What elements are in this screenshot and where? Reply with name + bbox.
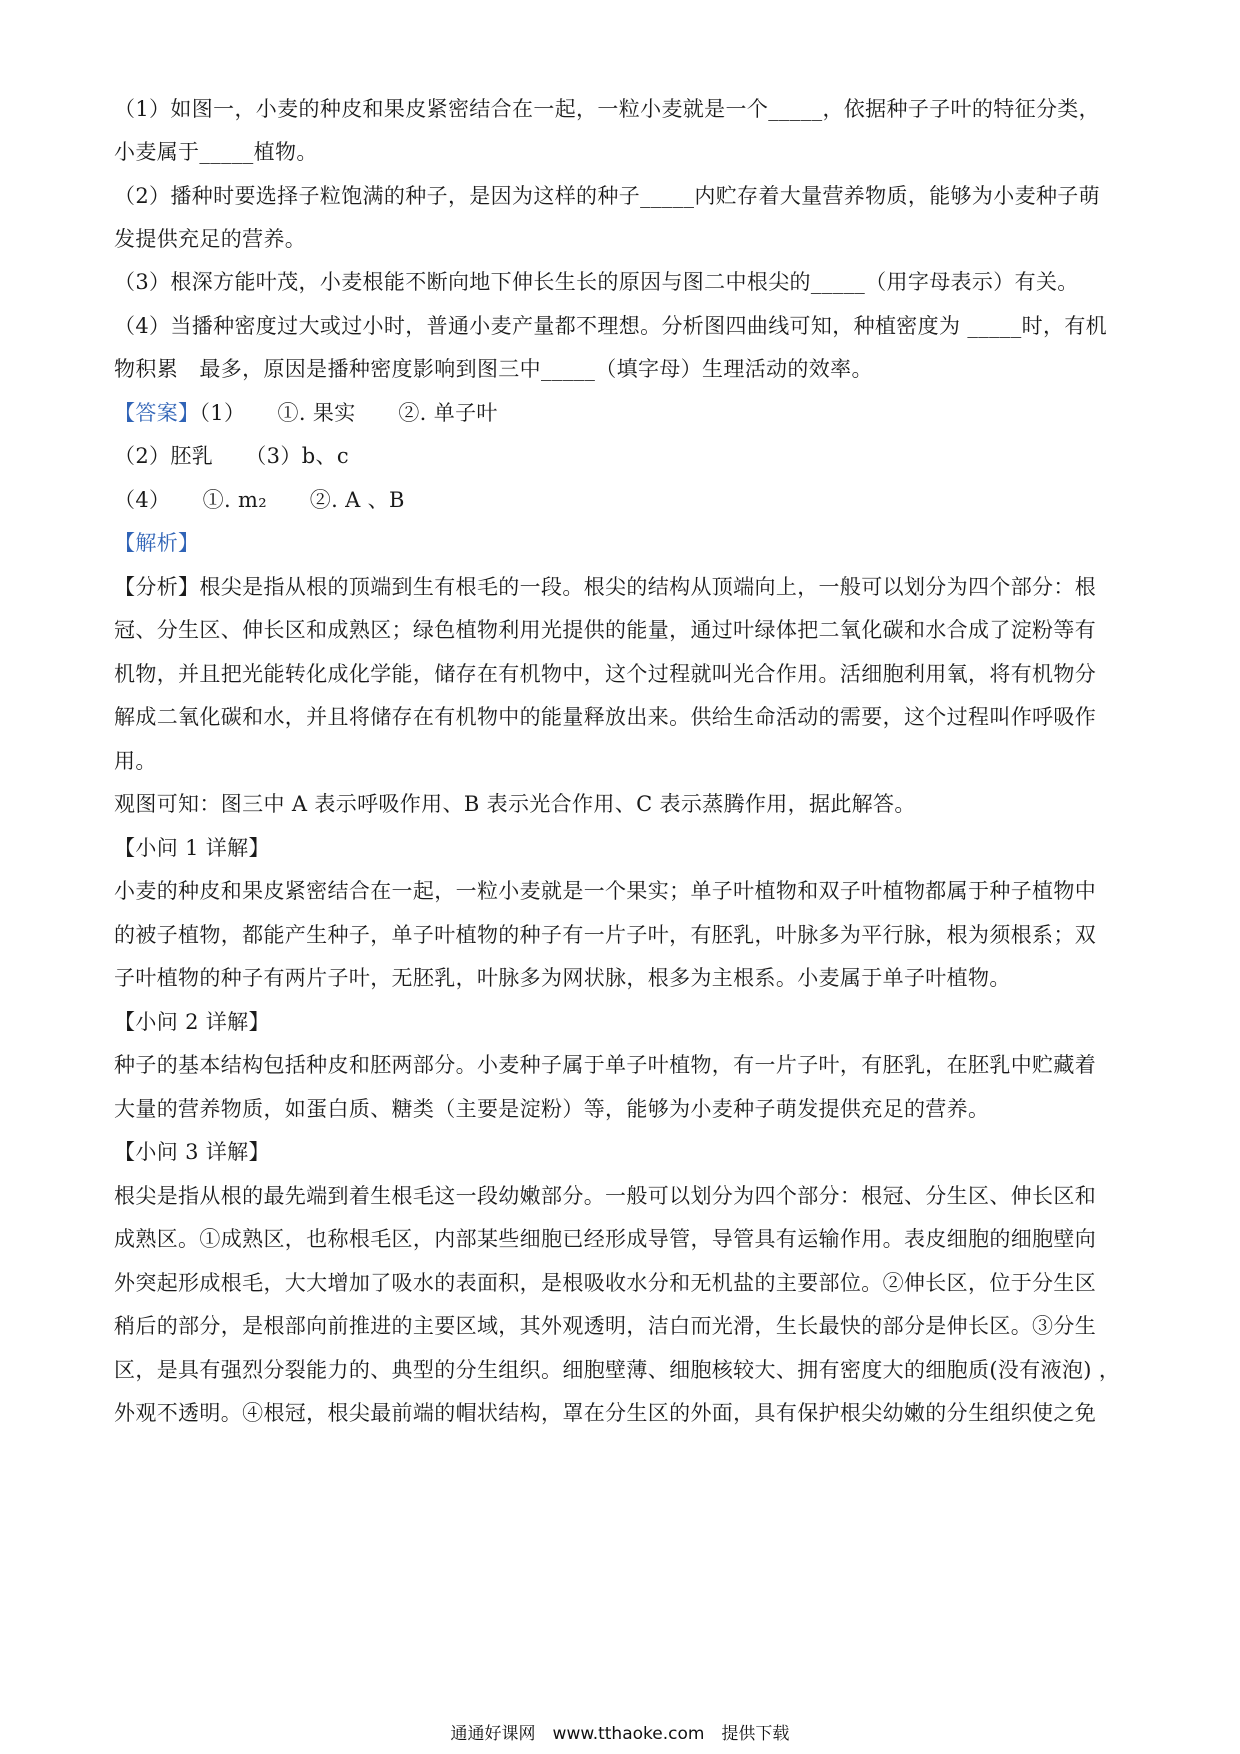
question-4-line-2: 物积累 最多，原因是播种密度影响到图三中_____（填字母）生理活动的效率。: [114, 357, 873, 381]
analysis-tag: 【解析】: [114, 531, 200, 555]
question-2-line-2: 发提供充足的营养。: [114, 227, 307, 251]
answer-line-1: [114, 399, 1130, 427]
detail-1-title: 【小问 1 详解】: [114, 836, 270, 860]
detail-3-line: 外观不透明。④根冠，根尖最前端的帽状结构，罩在分生区的外面，具有保护根尖幼嫩的分生组织使之免: [114, 1401, 1097, 1425]
answer-line-3: （4） ①. m₂ ②. A 、B: [114, 488, 405, 512]
answer-line-2: （2）胚乳 （3）b、c: [114, 444, 349, 468]
analysis-line: 冠、分生区、伸长区和成熟区；绿色植物利用光提供的能量，通过叶绿体把二氧化碳和水合成了淀粉等有: [114, 618, 1097, 642]
analysis-line: 【分析】根尖是指从根的顶端到生有根毛的一段。根尖的结构从顶端向上，一般可以划分为四个部分：根: [114, 575, 1097, 599]
detail-1-line: 小麦的种皮和果皮紧密结合在一起，一粒小麦就是一个果实；单子叶植物和双子叶植物都属于种子植物中: [114, 879, 1097, 903]
question-1-line-2: 小麦属于_____植物。: [114, 140, 318, 164]
question-1-line-1: （1）如图一，小麦的种皮和果皮紧密结合在一起，一粒小麦就是一个_____，依据种子子叶的特征分类，: [114, 97, 1101, 121]
answer-tag: 【答案】: [114, 401, 200, 425]
question-2-line-1: （2）播种时要选择子粒饱满的种子，是因为这样的种子_____内贮存着大量营养物质，能够为小麦种子萌: [114, 184, 1101, 208]
footer-source: 通通好课网 www.tthaoke.com 提供下载: [450, 1724, 790, 1744]
detail-3-line: 根尖是指从根的最先端到着生根毛这一段幼嫩部分。一般可以划分为四个部分：根冠、分生区、伸长区和: [114, 1184, 1097, 1208]
detail-3-line: 区，是具有强烈分裂能力的、典型的分生组织。细胞壁薄、细胞核较大、拥有密度大的细胞质(没有液泡) ，: [114, 1358, 1121, 1382]
answer-text-1: （1） ①. 果实 ②. 单子叶: [199, 401, 498, 425]
question-3-line-1: （3）根深方能叶茂，小麦根能不断向地下伸长生长的原因与图二中根尖的_____（用字母表示）有关。: [114, 270, 1079, 294]
question-4-line-1: （4）当播种密度过大或过小时，普通小麦产量都不理想。分析图四曲线可知，种植密度为 _____时，有机: [114, 314, 1108, 338]
analysis-line: 观图可知：图三中 A 表示呼吸作用、B 表示光合作用、C 表示蒸腾作用，据此解答。: [114, 792, 916, 816]
analysis-line: 机物，并且把光能转化成化学能，储存在有机物中，这个过程就叫光合作用。活细胞利用氧，将有机物分: [114, 662, 1097, 686]
detail-3-line: 成熟区。①成熟区，也称根毛区，内部某些细胞已经形成导管，导管具有运输作用。表皮细胞的细胞壁向: [114, 1227, 1097, 1251]
detail-3-title: 【小问 3 详解】: [114, 1140, 270, 1164]
detail-1-line: 子叶植物的种子有两片子叶，无胚乳，叶脉多为网状脉，根多为主根系。小麦属于单子叶植物。: [114, 966, 1011, 990]
detail-2-line: 种子的基本结构包括种皮和胚两部分。小麦种子属于单子叶植物，有一片子叶，有胚乳，在胚乳中贮藏着: [114, 1053, 1097, 1077]
detail-2-title: 【小问 2 详解】: [114, 1010, 270, 1034]
detail-2-line: 大量的营养物质，如蛋白质、糖类（主要是淀粉）等，能够为小麦种子萌发提供充足的营养。: [114, 1097, 990, 1121]
analysis-line: 解成二氧化碳和水，并且将储存在有机物中的能量释放出来。供给生命活动的需要，这个过程叫作呼吸作: [114, 705, 1097, 729]
detail-3-line: 稍后的部分，是根部向前推进的主要区域，其外观透明，洁白而光滑，生长最快的部分是伸长区。③分生: [114, 1314, 1097, 1338]
analysis-line: 用。: [114, 749, 157, 773]
detail-1-line: 的被子植物，都能产生种子，单子叶植物的种子有一片子叶，有胚乳，叶脉多为平行脉，根为须根系；双: [114, 923, 1097, 947]
detail-3-line: 外突起形成根毛，大大增加了吸水的表面积，是根吸收水分和无机盐的主要部位。②伸长区，位于分生区: [114, 1271, 1097, 1295]
